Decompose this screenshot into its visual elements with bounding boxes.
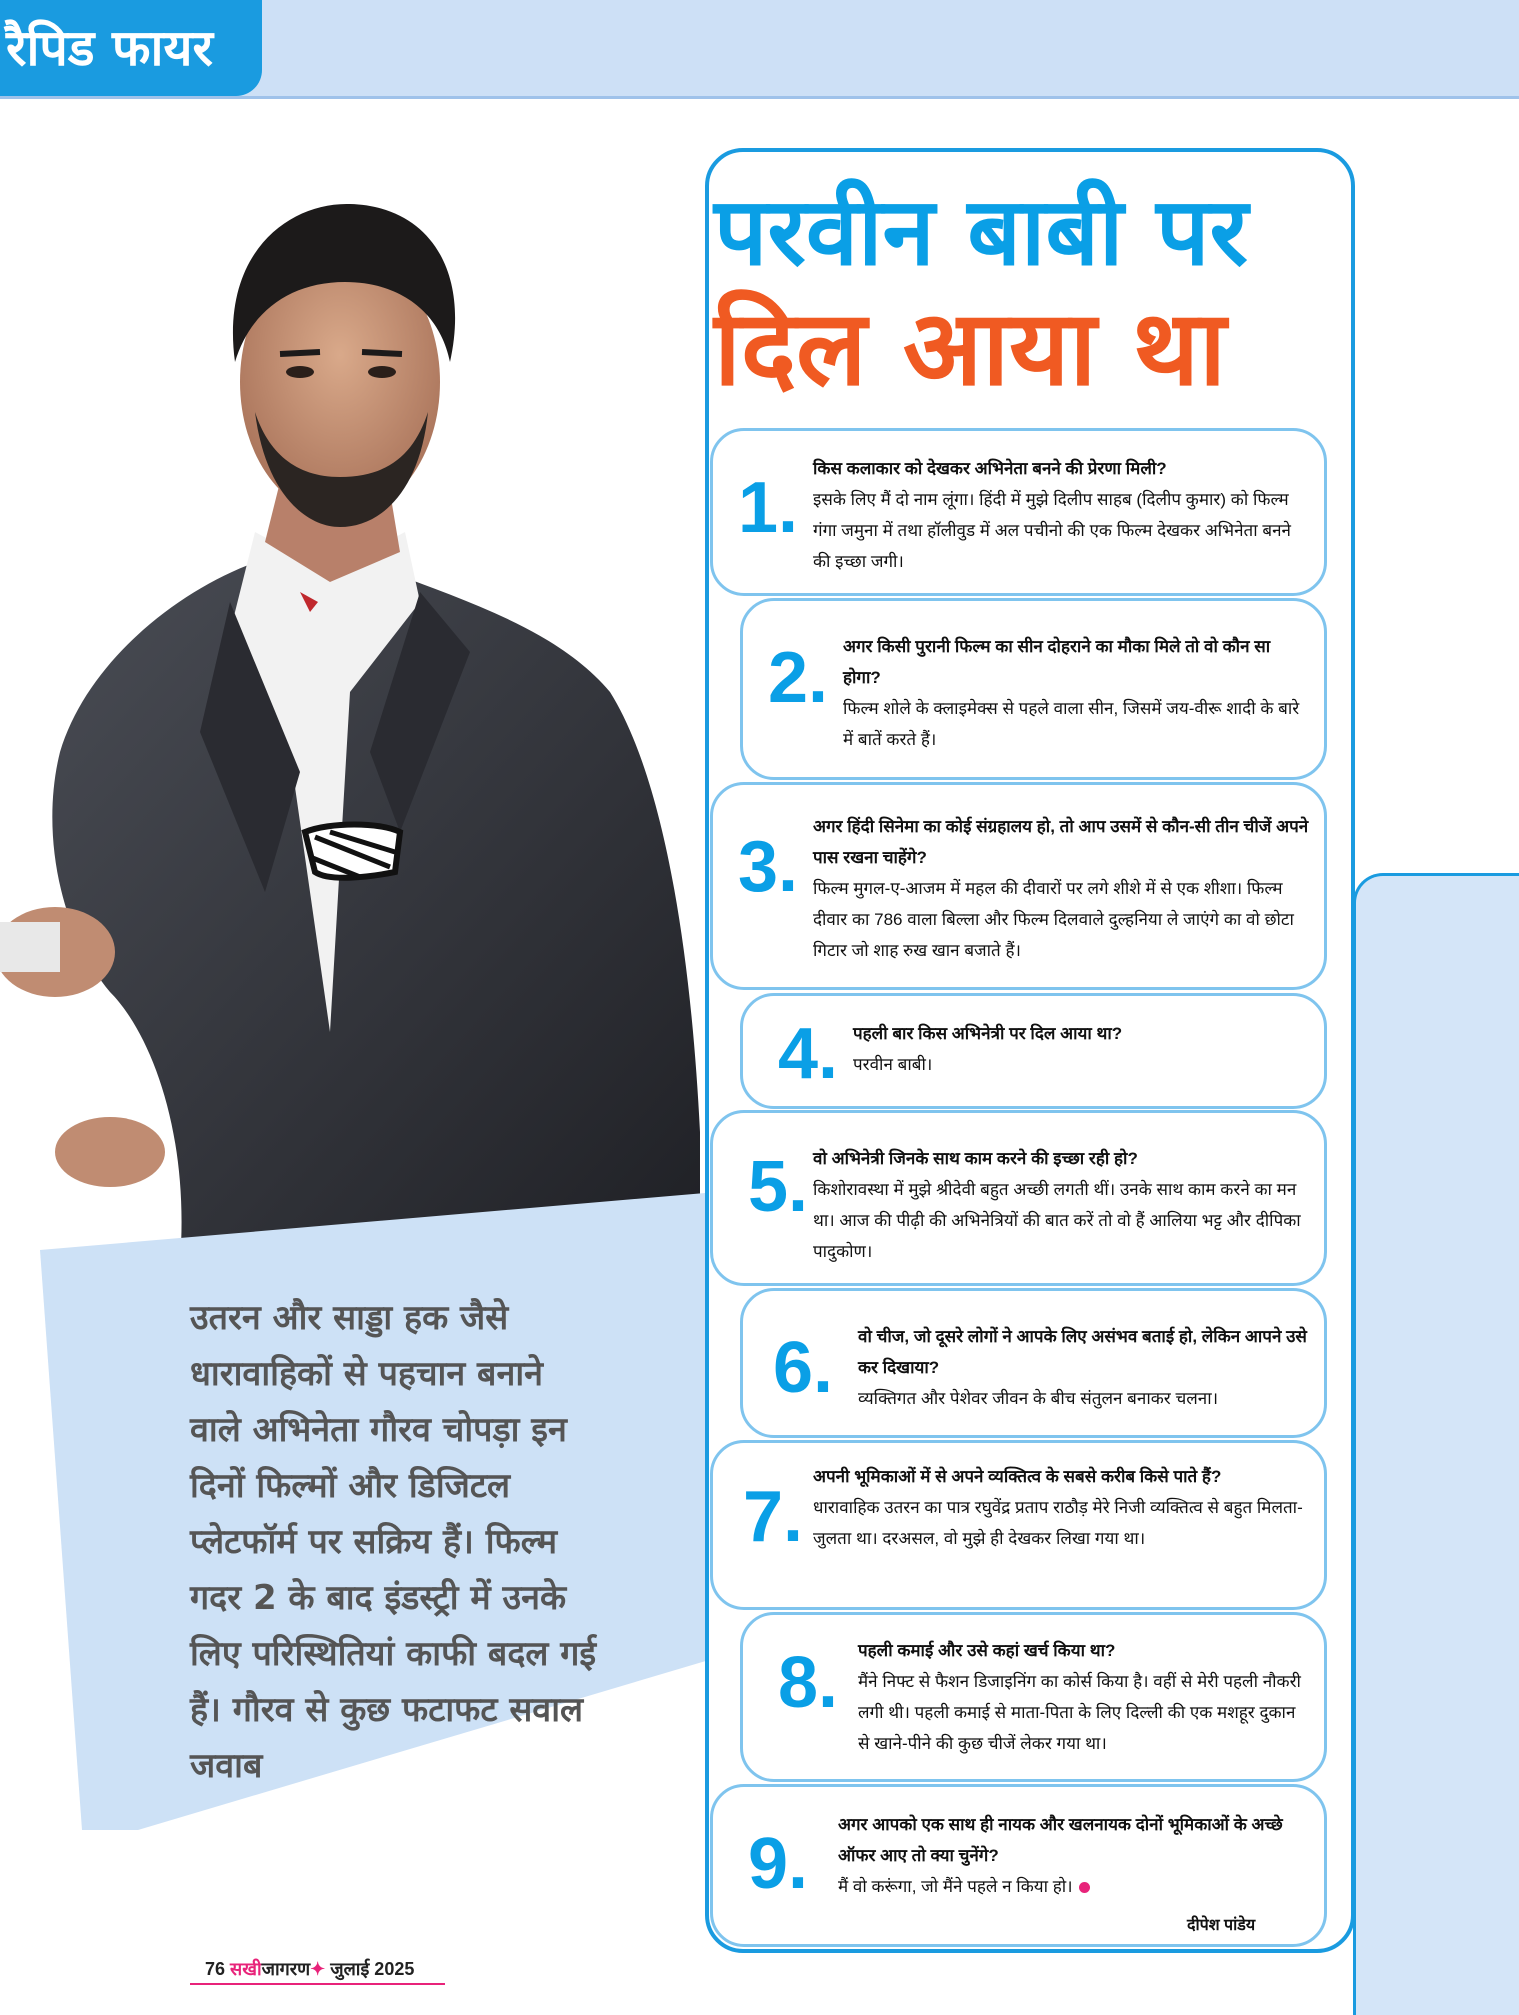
question: वो चीज, जो दूसरे लोगों ने आपके लिए असंभव बताई हो, लेकिन आपने उसे कर दिखाया? xyxy=(858,1327,1307,1377)
decorative-side-strip xyxy=(1353,873,1519,2015)
qa-card xyxy=(710,782,1327,990)
question-number: 6. xyxy=(768,1326,838,1410)
headline-line-2: दिल आया था xyxy=(714,287,1227,409)
question-number: 7. xyxy=(738,1475,808,1559)
qa-card xyxy=(740,1612,1327,1782)
qa-text xyxy=(813,1143,1313,1267)
question: पहली कमाई और उसे कहां खर्च किया था? xyxy=(858,1641,1116,1660)
author-byline: दीपेश पांडेय xyxy=(1187,1917,1256,1934)
question: अगर हिंदी सिनेमा का कोई संग्रहालय हो, तो आप उसमें से कौन-सी तीन चीजें अपने पास रखना चाहेंगे? xyxy=(813,817,1309,867)
question: अगर किसी पुरानी फिल्म का सीन दोहराने का मौका मिले तो वो कौन सा होगा? xyxy=(843,637,1271,687)
qa-text xyxy=(838,1809,1288,1902)
question: किस कलाकार को देखकर अभिनेता बनने की प्रेरणा मिली? xyxy=(813,459,1167,478)
actor-photo xyxy=(0,132,720,1262)
brand-star-icon: ✦ xyxy=(310,1959,326,1979)
section-label: रैपिड फायर xyxy=(0,0,262,96)
intro-paragraph: उतरन और साड्डा हक जैसे धारावाहिकों से पहचान बनाने वाले अभिनेता गौरव चोपड़ा इन दिनों फिल्मों और डिजिटल प्लेटफॉर्म पर सक्रिय हैं। फिल्म गदर 2 के बाद इंडस्ट्री में उनके लिए परिस्थितियां काफी बदल गई हैं। गौरव से कुछ फटाफट सवाल जवाब xyxy=(190,1298,597,1786)
qa-card xyxy=(710,428,1327,596)
brand-name-part2: जागरण xyxy=(261,1959,311,1979)
qa-text xyxy=(843,631,1303,755)
qa-card xyxy=(740,598,1327,780)
qa-card xyxy=(710,1110,1327,1286)
question: अगर आपको एक साथ ही नायक और खलनायक दोनों भूमिकाओं के अच्छे ऑफर आए तो क्या चुनेंगे? xyxy=(838,1815,1283,1865)
answer: मैंने निफ्ट से फैशन डिजाइनिंग का कोर्स किया है। वहीं से मेरी पहली नौकरी लगी थी। पहली कमाई से माता-पिता के लिए दिल्ली की एक मशहूर दुकान से खाने-पीने की कुछ चीजें लेकर गया था। xyxy=(858,1672,1301,1753)
qa-text xyxy=(813,453,1313,577)
page-number: 76 xyxy=(205,1959,226,1979)
qa-card xyxy=(740,1288,1327,1438)
answer: परवीन बाबी। xyxy=(853,1055,933,1074)
answer: इसके लिए मैं दो नाम लूंगा। हिंदी में मुझे दिलीप साहब (दिलीप कुमार) को फिल्म गंगा जमुना में तथा हॉलीवुड में अल पचीनो की एक फिल्म देखकर अभिनेता बनने की इच्छा जगी। xyxy=(813,490,1291,571)
qa-text xyxy=(858,1635,1308,1759)
issue-date: जुलाई 2025 xyxy=(330,1959,415,1979)
question-number: 3. xyxy=(733,825,803,909)
answer: धारावाहिक उतरन का पात्र रघुवेंद्र प्रताप राठौड़ मेरे निजी व्यक्तित्व से बहुत मिलता-जुलता था। दरअसल, वो मुझे ही देखकर लिखा गया था। xyxy=(813,1498,1303,1548)
question-number: 5. xyxy=(743,1145,813,1229)
question: अपनी भूमिकाओं में से अपने व्यक्तित्व के सबसे करीब किसे पाते हैं? xyxy=(813,1467,1222,1486)
page-footer xyxy=(205,1957,414,1981)
qa-text xyxy=(858,1321,1308,1414)
qa-text xyxy=(813,1461,1313,1554)
answer: फिल्म शोले के क्लाइमेक्स से पहले वाला सीन, जिसमें जय-वीरू शादी के बारे में बातें करते हैं। xyxy=(843,699,1300,749)
qa-card xyxy=(740,993,1327,1109)
answer-text: मैं वो करूंगा, जो मैंने पहले न किया हो। xyxy=(838,1877,1073,1896)
qa-card xyxy=(710,1440,1327,1610)
question-number: 2. xyxy=(763,636,833,720)
end-dot-icon xyxy=(1079,1882,1090,1893)
question: वो अभिनेत्री जिनके साथ काम करने की इच्छा रही हो? xyxy=(813,1149,1138,1168)
question: पहली बार किस अभिनेत्री पर दिल आया था? xyxy=(853,1024,1123,1043)
qa-text xyxy=(853,1018,1303,1080)
headline-line-1: परवीन बाबी पर xyxy=(714,178,1248,287)
question-number: 4. xyxy=(773,1012,843,1096)
footer-divider xyxy=(190,1983,445,1985)
qa-text xyxy=(813,811,1313,966)
answer xyxy=(838,1871,1288,1902)
answer: किशोरावस्था में मुझे श्रीदेवी बहुत अच्छी लगती थीं। उनके साथ काम करने का मन था। आज की पीढ़ी की अभिनेत्रियों की बात करें तो वो हैं आलिया भट्ट और दीपिका पादुकोण। xyxy=(813,1180,1301,1261)
answer: फिल्म मुगल-ए-आजम में महल की दीवारों पर लगे शीशे में से एक शीशा। फिल्म दीवार का 786 वाला बिल्ला और फिल्म दिलवाले दुल्हनिया ले जाएंगे का वो छोटा गिटार जो शाह रुख खान बजाते हैं। xyxy=(813,879,1294,960)
answer: व्यक्तिगत और पेशेवर जीवन के बीच संतुलन बनाकर चलना। xyxy=(858,1389,1219,1408)
question-number: 1. xyxy=(733,466,803,550)
question-number: 8. xyxy=(773,1641,843,1725)
brand-name-part1: सखी xyxy=(230,1959,262,1979)
question-number: 9. xyxy=(743,1822,813,1906)
